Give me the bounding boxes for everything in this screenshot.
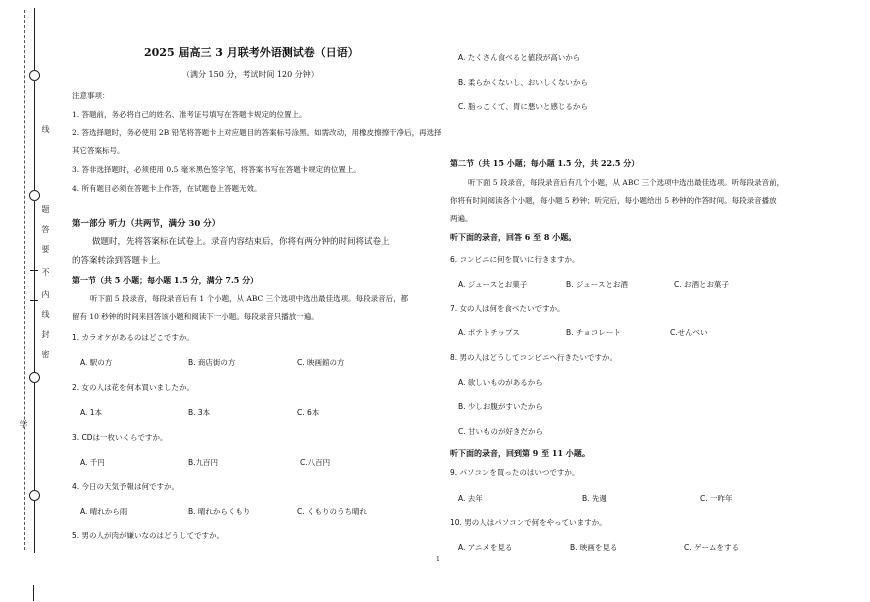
page-subtitle: （满分 150 分，考试时间 120 分钟） <box>182 70 319 79</box>
question-text: 7. 女の人は何を食べたいですか。 <box>450 304 565 313</box>
option-b: B. チョコレート <box>566 328 621 337</box>
option-a: A. 去年 <box>458 494 483 503</box>
notes-title: 注意事项： <box>72 91 110 100</box>
question-text: 1. カラオケがあるのはどこですか。 <box>72 333 194 342</box>
binding-label: 线 <box>41 125 50 143</box>
page-title: 2025 届高三 3 月联考外语测试卷（日语） <box>144 46 359 59</box>
binding-tick <box>30 270 38 275</box>
option-c: C. 脂っこくて、胃に悪いと感じるから <box>458 102 588 111</box>
note-item: 1. 答题前，务必将自己的姓名、准考证号填写在答题卡规定的位置上。 <box>72 110 307 119</box>
part1-intro: 的答案转涂到答题卡上。 <box>72 256 166 266</box>
question-text: 6. コンビニに何を買いに行きますか。 <box>450 255 580 264</box>
option-a: A. 駅の方 <box>80 358 113 367</box>
option-c: C.せんべい <box>670 328 708 337</box>
option-c: C.八百円 <box>300 458 331 467</box>
question-text: 5. 男の人が肉が嫌いなのはどうしてですか。 <box>72 531 225 540</box>
part1-intro: 做题时，先将答案标在试卷上。录音内容结束后，你将有两分钟的时间将试卷上 <box>92 237 390 247</box>
note-item: 2. 答选择题时，务必使用 2B 铅笔将答题卡上对应题目的答案标号涂黑。如需改动，用橡皮擦擦干净后，再选择 <box>72 128 442 137</box>
option-b: B. ジュースとお酒 <box>566 280 628 289</box>
section1-title: 第一节（共 5 小题；每小题 1.5 分，满分 7.5 分） <box>72 275 259 285</box>
option-a: A. ジュースとお菓子 <box>458 280 528 289</box>
question-text: 9. パソコンを買ったのはいつですか。 <box>450 468 580 477</box>
section2-intro: 你将有时间阅读各个小题，每小题 5 秒钟；听完后，每小题给出 5 秒钟的作答时间。每段录音播放 <box>450 196 777 205</box>
option-c: C. 6本 <box>297 408 320 417</box>
option-c: C. 一昨年 <box>700 494 733 503</box>
question-text: 8. 男の人はどうしてコンビニへ行きたいですか。 <box>450 353 618 362</box>
option-c: C. 甘いものが好きだから <box>458 427 544 436</box>
binding-label: 不 <box>41 268 50 286</box>
section2-intro: 听下面 5 段录音，每段录音后有几个小题，从 ABC 三个选项中选出最佳选项。听每段录音前， <box>468 178 785 187</box>
option-b: B. 晴れからくもり <box>188 507 251 516</box>
binding-margin <box>0 0 60 602</box>
note-item: 3. 答非选择题时，必须使用 0.5 毫米黑色签字笔，将答案书写在答题卡规定的位置上。 <box>72 165 361 174</box>
question-text: 3. CDは一枚いくらですか。 <box>72 433 168 442</box>
question-text: 4. 今日の天気予報は何ですか。 <box>72 482 180 491</box>
option-b: B. 商店街の方 <box>188 358 236 367</box>
option-a: A. 千円 <box>80 458 105 467</box>
part1-title: 第一部分 听力（共两节，满分 30 分） <box>72 219 221 229</box>
binding-label: 线 <box>41 310 50 328</box>
listen-instruction: 听下面的录音，回到第 9 至 11 小题。 <box>450 448 590 458</box>
corner-mark <box>33 585 34 601</box>
option-a: A. アニメを見る <box>458 543 513 552</box>
option-b: B. 少しお腹がすいたから <box>458 402 543 411</box>
binding-hole <box>29 372 40 383</box>
binding-hole <box>29 490 40 501</box>
binding-side-label: 学 <box>19 420 28 438</box>
option-a: A. ポテトチップス <box>458 328 520 337</box>
binding-line <box>34 8 35 553</box>
page-number: 1 <box>436 556 440 563</box>
option-b: B. 映画を見る <box>570 543 618 552</box>
section2-title: 第二节（共 15 小题；每小题 1.5 分，共 22.5 分） <box>450 158 640 168</box>
option-a: A. たくさん食べると値段が高いから <box>458 53 581 62</box>
note-item: 4. 所有题目必须在答题卡上作答，在试题卷上答题无效。 <box>72 184 262 193</box>
section2-intro: 两遍。 <box>450 214 473 223</box>
option-a: A. 欲しいものがあるから <box>458 378 543 387</box>
question-text: 2. 女の人は花を何本買いましたか。 <box>72 383 195 392</box>
binding-label: 内 <box>41 290 50 308</box>
option-a: A. 晴れから雨 <box>80 507 128 516</box>
option-b: B.九百円 <box>188 458 219 467</box>
binding-dashed-line <box>24 10 25 550</box>
binding-label: 题 <box>41 205 50 223</box>
option-c: C. お酒とお菓子 <box>674 280 730 289</box>
option-b: B. 先週 <box>582 494 607 503</box>
binding-label: 封 <box>41 330 50 348</box>
question-text: 10. 男の人はパソコンで何をやっていますか。 <box>450 518 607 527</box>
option-b: B. 3本 <box>188 408 211 417</box>
option-c: C. くもりのうち晴れ <box>297 507 368 516</box>
binding-label: 答 <box>41 225 50 243</box>
option-c: C. 映画館の方 <box>297 358 345 367</box>
option-a: A. 1本 <box>80 408 103 417</box>
binding-tick <box>30 300 38 305</box>
option-c: C. ゲームをする <box>684 543 740 552</box>
binding-hole <box>29 70 40 81</box>
binding-label: 密 <box>41 350 50 368</box>
listen-instruction: 听下面的录音，回答 6 至 8 小题。 <box>450 232 577 242</box>
option-b: B. 柔らかくないし、おいしくないから <box>458 78 588 87</box>
binding-hole <box>29 190 40 201</box>
note-item: 其它答案标号。 <box>72 146 125 155</box>
binding-label: 要 <box>41 245 50 263</box>
section1-intro: 留有 10 秒钟的时间来回答该小题和阅读下一小题。每段录音只播放一遍。 <box>72 312 319 321</box>
section1-intro: 听下面 5 段录音，每段录音后有 1 个小题，从 ABC 三个选项中选出最佳选项。每段录音后，都 <box>90 294 409 303</box>
